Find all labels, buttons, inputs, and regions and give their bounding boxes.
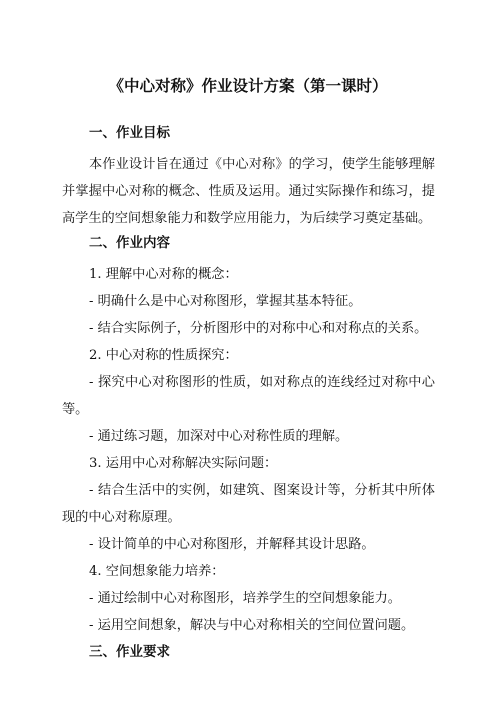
list-item: - 通过练习题，加深对中心对称性质的理解。 xyxy=(89,429,349,444)
list-item: 3. 运用中心对称解决实际问题： xyxy=(89,456,278,471)
section-heading-requirements: 三、作业要求 xyxy=(89,644,170,660)
content-list xyxy=(0,261,496,639)
list-item: 1. 理解中心对称的概念： xyxy=(89,267,238,282)
list-item: - 设计简单的中心对称图形，并解释其设计思路。 xyxy=(89,537,375,552)
list-item: - 运用空间想象，解决与中心对称相关的空间位置问题。 xyxy=(89,618,415,633)
list-item: - 探究中心对称图形的性质，如对称点的连线经过对称中心等。 xyxy=(62,375,435,417)
document-title: 《中心对称》作业设计方案（第一课时） xyxy=(108,77,388,95)
list-item: 4. 空间想象能力培养： xyxy=(89,564,225,579)
list-item: - 通过绘制中心对称图形，培养学生的空间想象能力。 xyxy=(89,591,401,606)
section-heading-goals: 一、作业目标 xyxy=(89,125,170,141)
section-heading-content: 二、作业内容 xyxy=(89,235,170,251)
list-item: 2. 中心对称的性质探究： xyxy=(89,348,238,363)
list-item: - 结合生活中的实例，如建筑、图案设计等，分析其中所体现的中心对称原理。 xyxy=(62,483,435,525)
goals-paragraph: 本作业设计旨在通过《中心对称》的学习，使学生能够理解并掌握中心对称的概念、性质及运用。通过实际操作和练习，提高学生的空间想象能力和数学应用能力，为后续学习奠定基础。 xyxy=(62,157,435,226)
list-item: - 明确什么是中心对称图形，掌握其基本特征。 xyxy=(89,294,362,309)
list-item: - 结合实际例子，分析图形中的对称中心和对称点的关系。 xyxy=(89,321,428,336)
